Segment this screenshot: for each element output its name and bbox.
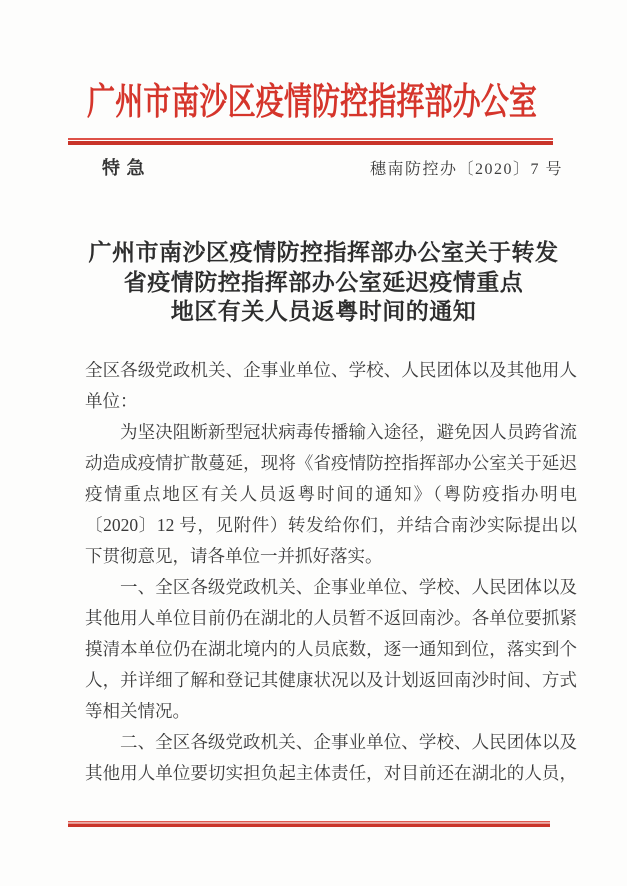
meta-row xyxy=(102,154,563,180)
document-title-line: 地区有关人员返粤时间的通知 xyxy=(170,299,477,324)
document-title-line: 省疫情防控指挥部办公室延迟疫情重点 xyxy=(123,269,524,295)
body-line: 全区各级党政机关、企事业单位、学校、人民团体以及其他用人 xyxy=(85,360,577,380)
body-line: 动造成疫情扩散蔓延，现将《省疫情防控指挥部办公室关于延迟 xyxy=(85,453,577,473)
body-line: 一、全区各级党政机关、企事业单位、学校、人民团体以及 xyxy=(120,577,577,597)
body-line: 单位： xyxy=(85,391,138,411)
body-line: 其他用人单位要切实担负起主体责任，对目前还在湖北的人员， xyxy=(85,763,577,783)
urgency-label: 特 急 xyxy=(102,158,145,178)
letterhead-title: 广州市南沙区疫情防控指挥部办公室 xyxy=(87,82,537,123)
document-title-line: 广州市南沙区疫情防控指挥部办公室关于转发 xyxy=(88,240,559,265)
document-body xyxy=(85,355,577,789)
body-line: 下贯彻意见，请各单位一并抓好落实。 xyxy=(85,546,383,566)
footer-divider-line xyxy=(68,821,550,827)
body-line: 摸清本单位仍在湖北境内的人员底数，逐一通知到位，落实到个 xyxy=(85,639,577,659)
body-line: 其他用人单位目前仍在湖北的人员暂不返回南沙。各单位要抓紧 xyxy=(85,608,577,628)
body-line: 疫情重点地区有关人员返粤时间的通知》（粤防疫指办明电 xyxy=(85,484,577,504)
body-line: 〔2020〕12 号，见附件）转发给你们，并结合南沙实际提出以 xyxy=(85,515,577,535)
body-line: 为坚决阻断新型冠状病毒传播输入途径，避免因人员跨省流 xyxy=(120,422,577,442)
document-title xyxy=(60,238,587,327)
body-line: 人，并详细了解和登记其健康状况以及计划返回南沙时间、方式 xyxy=(85,670,577,690)
letterhead-divider-line xyxy=(68,138,553,145)
document-number: 穗南防控办〔2020〕7 号 xyxy=(369,161,563,178)
body-line: 等相关情况。 xyxy=(85,701,190,721)
body-line: 二、全区各级党政机关、企事业单位、学校、人民团体以及 xyxy=(120,732,577,752)
